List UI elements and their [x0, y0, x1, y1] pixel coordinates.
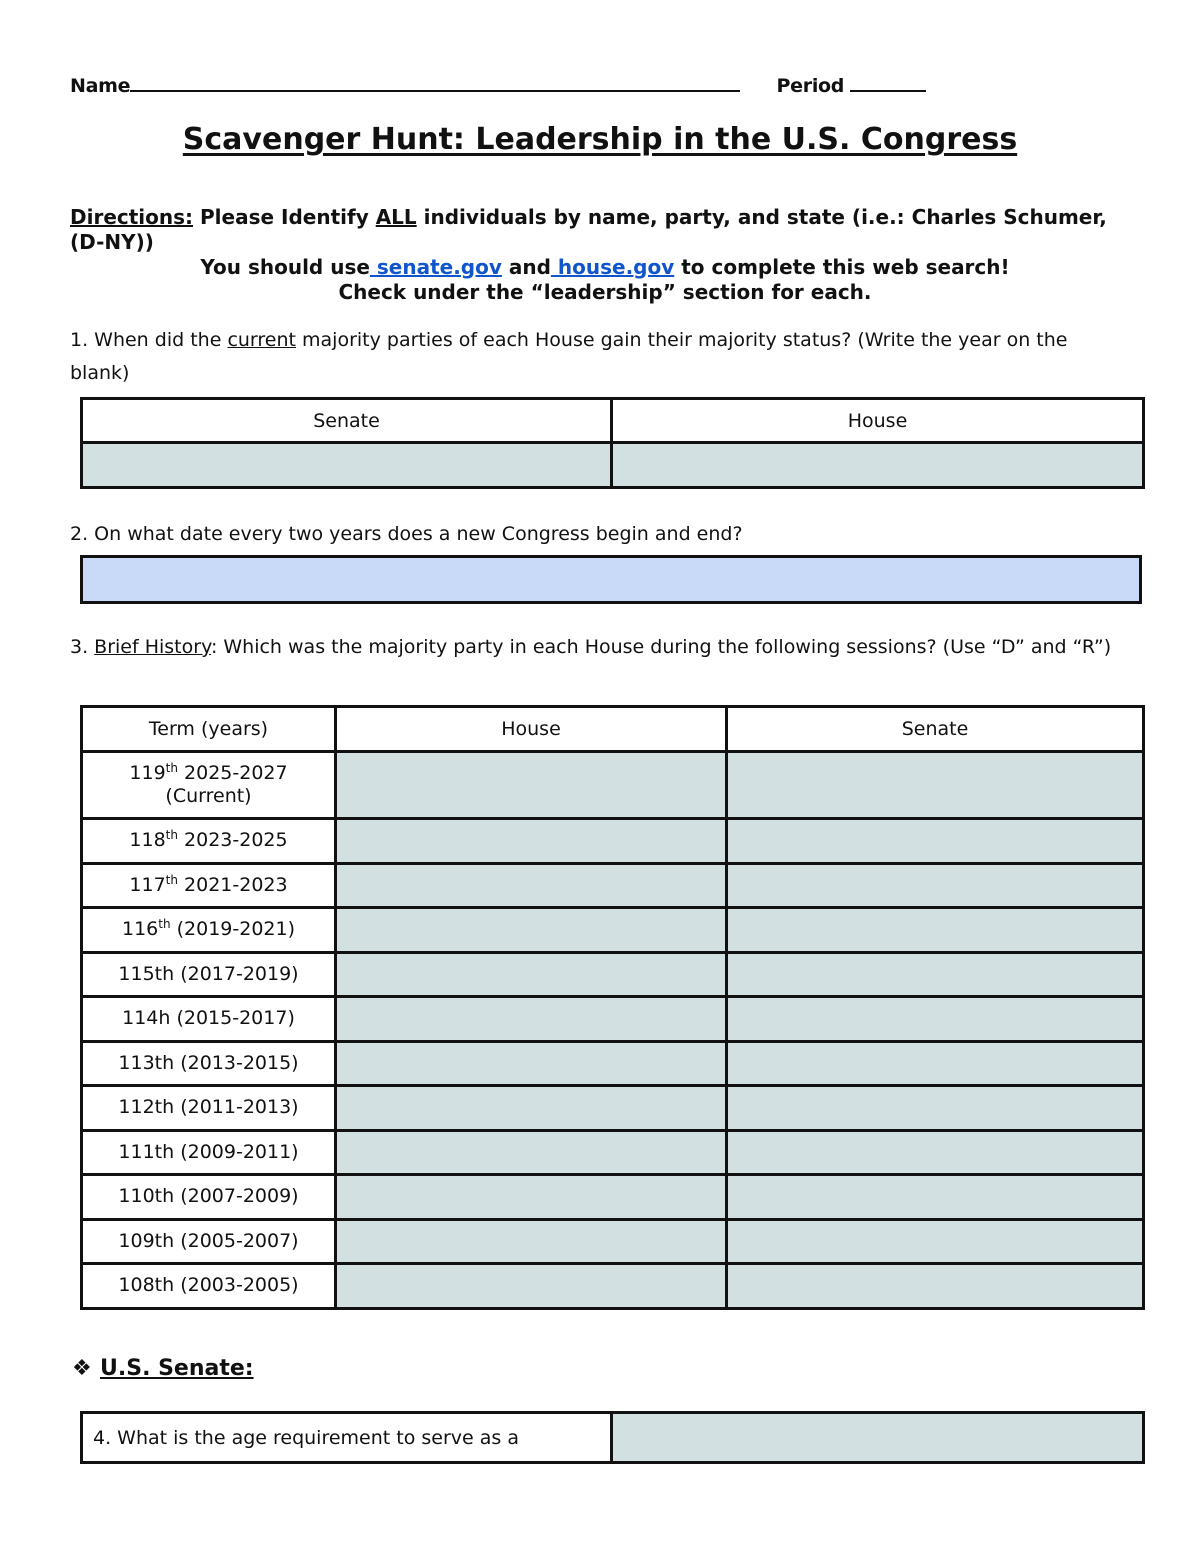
- q3-term-num: 116: [121, 918, 159, 941]
- q3-house-answer[interactable]: [336, 752, 727, 819]
- q3-house-answer[interactable]: [336, 1041, 727, 1086]
- q1-house-header: House: [612, 399, 1144, 443]
- q3-term-num: 108th (2003-2005): [118, 1274, 299, 1297]
- q1-senate-answer[interactable]: [82, 443, 612, 488]
- q3-term-cell: [82, 908, 336, 953]
- q1-text-a: 1. When did the: [70, 329, 228, 351]
- q3-term-num: 110th (2007-2009): [118, 1185, 299, 1208]
- q3-term-suffix: th: [158, 917, 171, 932]
- name-blank[interactable]: [130, 74, 740, 92]
- q3-term-header: Term (years): [82, 707, 336, 752]
- q3-term-cell: [82, 1264, 336, 1309]
- q3-house-answer[interactable]: [336, 997, 727, 1042]
- directions: [70, 205, 1140, 305]
- house-gov-link[interactable]: house.gov: [550, 255, 675, 279]
- name-label: Name: [70, 75, 131, 97]
- q3-senate-answer[interactable]: [727, 752, 1144, 819]
- us-senate-heading: [72, 1356, 254, 1381]
- directions-label: Directions:: [70, 205, 194, 229]
- q3-term-cell: [82, 1041, 336, 1086]
- q3-brief-history: Brief History: [94, 636, 211, 658]
- q3-term-suffix: th: [165, 761, 178, 775]
- q3-row: [82, 952, 1144, 997]
- q3-term-num: 115th (2017-2019): [118, 962, 299, 985]
- q3-term-cell: [82, 863, 336, 908]
- q3-senate-answer[interactable]: [727, 1086, 1144, 1131]
- directions-all: ALL: [375, 205, 417, 229]
- q3-row: [82, 1130, 1144, 1175]
- q3-row: [82, 1219, 1144, 1264]
- q3-senate-answer[interactable]: [727, 952, 1144, 997]
- senate-gov-link[interactable]: senate.gov: [369, 255, 502, 279]
- q3-senate-answer[interactable]: [727, 1041, 1144, 1086]
- q2-table: [80, 555, 1142, 604]
- q3-row: [82, 1175, 1144, 1220]
- q3-term-years: 2025-2027: [177, 762, 288, 784]
- q3-term-cell: [82, 752, 336, 819]
- q3-house-answer[interactable]: [336, 952, 727, 997]
- q1-table: [80, 397, 1145, 489]
- question-2: 2. On what date every two years does a new Congress begin and end?: [70, 523, 743, 545]
- q3-row: [82, 819, 1144, 864]
- q1-text-b: majority parties of each House gain their majority status? (Write the year on the blank): [70, 329, 1068, 384]
- q3-row: [82, 997, 1144, 1042]
- q3-house-answer[interactable]: [336, 1264, 727, 1309]
- q3-term-num: 113th (2013-2015): [118, 1051, 299, 1074]
- q3-row: [82, 863, 1144, 908]
- q3-term-cell: [82, 1130, 336, 1175]
- q3-term-cell: [82, 997, 336, 1042]
- question-1: [70, 324, 1130, 390]
- q4-table: [80, 1411, 1145, 1464]
- q3-senate-header: Senate: [727, 707, 1144, 752]
- use-line: [70, 255, 1140, 280]
- q3-term-cell: [82, 1219, 336, 1264]
- q3-term-cell: [82, 1086, 336, 1131]
- header-line: [70, 74, 926, 97]
- q1-senate-header: Senate: [82, 399, 612, 443]
- q3-row: [82, 908, 1144, 953]
- use-text-a: You should use: [200, 255, 370, 279]
- q3-term-num: 117: [129, 873, 166, 896]
- period-label: Period: [776, 75, 845, 97]
- q4-answer[interactable]: [612, 1413, 1144, 1463]
- q3-house-answer[interactable]: [336, 1175, 727, 1220]
- q3-senate-answer[interactable]: [727, 1175, 1144, 1220]
- q3-text-a: 3.: [70, 636, 95, 658]
- q3-term-cell: [82, 1175, 336, 1220]
- use-and: and: [501, 255, 551, 279]
- use-text-b: to complete this web search!: [674, 255, 1010, 279]
- q3-house-answer[interactable]: [336, 1130, 727, 1175]
- directions-text-b: individuals by name, party, and state (i.e.: Charles Schumer, (D-NY)): [70, 205, 1107, 254]
- period-blank[interactable]: [850, 74, 926, 92]
- q3-row: [82, 752, 1144, 819]
- q2-answer[interactable]: [82, 557, 1141, 603]
- q3-row: [82, 1041, 1144, 1086]
- q3-house-answer[interactable]: [336, 1219, 727, 1264]
- q3-senate-answer[interactable]: [727, 997, 1144, 1042]
- q3-term-years: 2021-2023: [177, 873, 288, 896]
- q3-house-answer[interactable]: [336, 1086, 727, 1131]
- q3-term-num: 119: [129, 762, 166, 784]
- us-senate-heading-text: U.S. Senate:: [100, 1356, 254, 1381]
- q3-senate-answer[interactable]: [727, 1264, 1144, 1309]
- q3-row: [82, 1264, 1144, 1309]
- q3-term-num: 114h (2015-2017): [122, 1007, 295, 1030]
- q3-term-num: 112th (2011-2013): [118, 1096, 299, 1119]
- question-3: [70, 636, 1130, 659]
- q1-current: current: [227, 329, 296, 351]
- q3-text-b: : Which was the majority party in each House during the following sessions? (Use “D” and “R”): [210, 636, 1112, 658]
- q3-house-header: House: [336, 707, 727, 752]
- directions-text-a: Please Identify: [193, 205, 376, 229]
- q3-row: [82, 1086, 1144, 1131]
- q3-term-suffix: th: [165, 872, 178, 887]
- q3-house-answer[interactable]: [336, 863, 727, 908]
- q3-term-num: 109th (2005-2007): [118, 1229, 299, 1252]
- q3-term-cell: [82, 819, 336, 864]
- q3-house-answer[interactable]: [336, 908, 727, 953]
- q3-term-cell: [82, 952, 336, 997]
- q1-house-answer[interactable]: [612, 443, 1144, 488]
- q3-rows: [82, 752, 1144, 1309]
- check-line: Check under the “leadership” section for each.: [338, 280, 872, 304]
- q3-table: [80, 705, 1145, 1310]
- q3-senate-answer[interactable]: [727, 1130, 1144, 1175]
- q3-term-num: 118: [129, 829, 166, 852]
- q3-senate-answer[interactable]: [727, 863, 1144, 908]
- q3-senate-answer[interactable]: [727, 1219, 1144, 1264]
- q3-term-num: 111th (2009-2011): [118, 1140, 299, 1163]
- q3-term-years: 2023-2025: [177, 829, 288, 852]
- q3-term-current: (Current): [165, 785, 252, 807]
- page-title: Scavenger Hunt: Leadership in the U.S. Congress: [182, 122, 1018, 157]
- q4-question: 4. What is the age requirement to serve as a: [82, 1413, 612, 1463]
- diamond-bullet-icon: ❖: [72, 1356, 92, 1381]
- q3-senate-answer[interactable]: [727, 908, 1144, 953]
- q3-house-answer[interactable]: [336, 819, 727, 864]
- q3-term-suffix: th: [165, 828, 178, 843]
- q3-senate-answer[interactable]: [727, 819, 1144, 864]
- q3-term-years: (2019-2021): [170, 918, 295, 941]
